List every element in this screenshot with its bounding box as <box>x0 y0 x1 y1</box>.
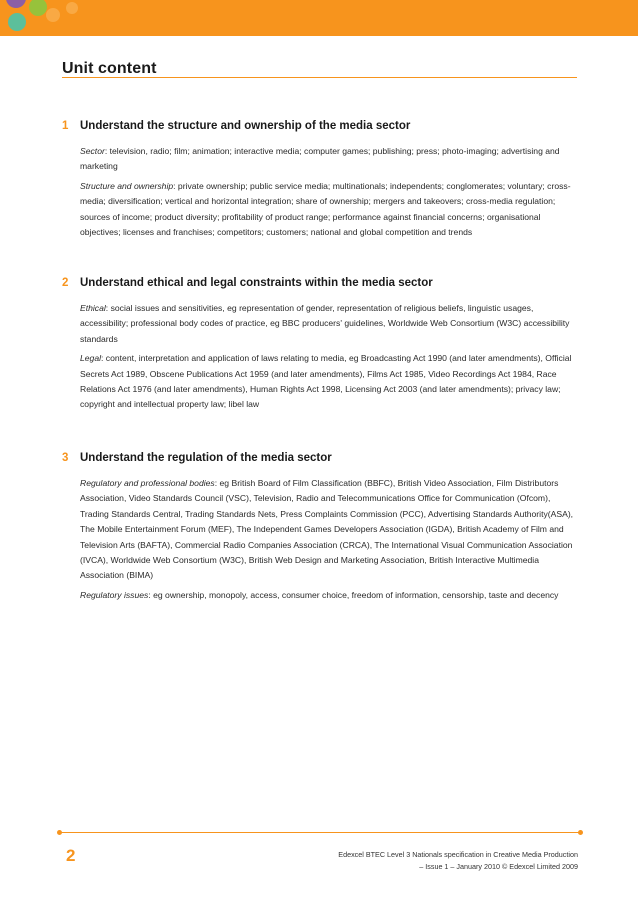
footer-citation <box>238 849 578 873</box>
section-heading <box>62 277 582 295</box>
footer-line-2: – Issue 1 – January 2010 © Edexcel Limited 2009 <box>419 862 578 871</box>
content-paragraph <box>80 301 580 347</box>
section-number: 2 <box>62 277 69 289</box>
footer-rule <box>60 832 580 833</box>
paragraph-text: : eg ownership, monopoly, access, consumer choice, freedom of information, censorship, taste and decency <box>148 589 559 600</box>
paragraph-text: : television, radio; film; animation; interactive media; computer games; publishing; press; photo-imaging; advertising and marketing <box>80 146 560 172</box>
decorative-circle-teal <box>8 13 26 31</box>
paragraph-term: Ethical <box>80 303 106 313</box>
paragraph-term: Regulatory issues <box>80 589 149 600</box>
section-number: 3 <box>62 452 69 464</box>
content-paragraph <box>80 179 580 241</box>
paragraph-term: Legal <box>80 353 102 364</box>
section-heading <box>62 452 582 470</box>
footer-line-1: Edexcel BTEC Level 3 Nationals specification in Creative Media Production <box>338 850 578 859</box>
decorative-circle-faint <box>66 2 78 14</box>
paragraph-text: : private ownership; public service media; multinationals; independents; conglomerates; voluntary; cross-media; diversification; vertical and horizontal integration; share of ownership; mergers and takeovers; cross-media regulation; sources of income; product diversity; profitability of product range; performance against financial concerns; organisational objectives; licenses and franchises; competitors; customers; national and global competition and trends <box>80 180 571 238</box>
header-band <box>0 0 638 36</box>
content-paragraph <box>80 476 580 584</box>
footer-dot <box>57 830 62 835</box>
paragraph-term: Structure and ownership <box>80 180 174 191</box>
decorative-circle-faint <box>46 8 60 22</box>
section-3 <box>62 452 582 603</box>
section-title: Understand ethical and legal constraints within the media sector <box>80 277 433 289</box>
section-1 <box>62 120 582 240</box>
paragraph-text: : social issues and sensitivities, eg representation of gender, representation of religious beliefs, linguistic usages, accessibility; professional body codes of practice, eg BBC producers' guidelines, Worldwide Web Consortium (W3C) accessibility standards <box>80 303 570 344</box>
page-title: Unit content <box>62 60 157 77</box>
content-paragraph <box>80 144 580 175</box>
footer-dot <box>578 830 583 835</box>
section-title: Understand the regulation of the media sector <box>80 452 332 464</box>
paragraph-text: : content, interpretation and application of laws relating to media, eg Broadcasting Act 1990 (and later amendments), Official Secrets Act 1989, Obscene Publications Act 1959 (and later amendments), Films Act 1985, Video Recordings Act 1984, Race Relations Act 1976 (and later amendments), Human Rights Act 1998, Licensing Act 2003 (and later amendments); privacy law; copyright and intellectual property law; libel law <box>80 353 572 410</box>
section-heading <box>62 120 582 138</box>
paragraph-text: : eg British Board of Film Classification (BBFC), British Video Association, Film Distributors Association, Video Standards Council (VSC), Television, Radio and Telecommunications Office for Communication (Ofcom), Trading Standards Central, Trading Standards Nets, Press Complaints Commission (PCC), Advertising Standards Authority(ASA), The Mobile Entertainment Forum (MEF), The Independent Games Developers Association (IGDA), British Academy of Film and Television Arts (BAFTA), Commercial Radio Companies Association (CRCA), The International Visual Communication Association (IVCA), Worldwide Web Consortium (W3C), British Web Design and Marketing Association, British Interactive Multimedia Association (BIMA) <box>80 478 574 581</box>
content-paragraph <box>80 588 580 603</box>
paragraph-term: Sector <box>80 146 105 156</box>
paragraph-term: Regulatory and professional bodies <box>80 478 215 488</box>
page-number: 2 <box>66 846 76 865</box>
section-number: 1 <box>62 120 69 132</box>
section-title: Understand the structure and ownership of the media sector <box>80 120 411 132</box>
content-paragraph <box>80 351 580 413</box>
title-underline <box>62 77 577 78</box>
section-2 <box>62 277 582 413</box>
